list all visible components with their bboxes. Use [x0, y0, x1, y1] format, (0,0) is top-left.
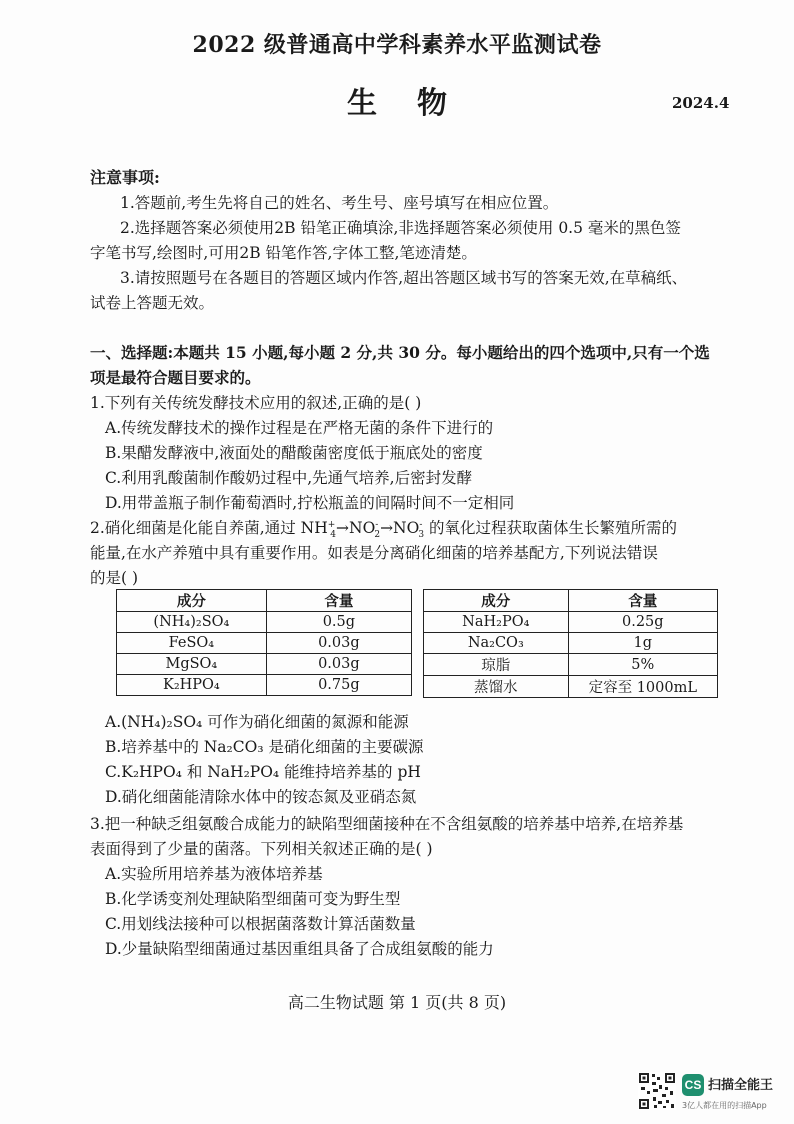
q3-option-c: C.用划线法接种可以根据菌落数计算活菌数量 — [105, 915, 416, 933]
table-row — [117, 633, 412, 654]
recipe-table-right — [423, 589, 718, 698]
table-header-component: 成分 — [117, 590, 267, 612]
component-name: NaH₂PO₄ — [424, 612, 569, 633]
notice-item-1: 1.答题前,考生先将自己的姓名、考生号、座号填写在相应位置。 — [120, 194, 559, 212]
component-name: Na₂CO₃ — [424, 633, 569, 654]
component-name: 琼脂 — [424, 654, 569, 676]
table-header-component: 成分 — [424, 590, 569, 612]
component-name: 蒸馏水 — [424, 676, 569, 698]
camscanner-logo: CS — [682, 1074, 704, 1096]
q2-stem-line1: 2.硝化细菌是化能自养菌,通过 $NH^+_4\to NO^-_2\to NO^-_3$ 的氧化过程获取菌体生长繁殖所需的 — [90, 519, 678, 541]
q1-option-d: D.用带盖瓶子制作葡萄酒时,拧松瓶盖的间隔时间不一定相同 — [105, 494, 515, 512]
subject-title: 生物 — [347, 86, 487, 121]
q1-option-c: C.利用乳酸菌制作酸奶过程中,先通气培养,后密封发酵 — [105, 469, 473, 487]
component-name: FeSO₄ — [117, 633, 267, 654]
section-heading-cont: 项是最符合题目要求的。 — [90, 368, 261, 387]
table-header-amount: 含量 — [266, 590, 411, 612]
component-amount: 0.03g — [266, 633, 411, 654]
table-header-amount: 含量 — [568, 590, 717, 612]
table-row — [424, 654, 718, 676]
page-footer: 高二生物试题 第 1 页(共 8 页) — [287, 993, 507, 1012]
component-amount: 0.75g — [266, 675, 411, 696]
q3-stem-line2: 表面得到了少量的菌落。下列相关叙述正确的是( ) — [90, 840, 433, 858]
q1-option-a: A.传统发酵技术的操作过程是在严格无菌的条件下进行的 — [105, 419, 494, 437]
exam-date: 2024.4 — [672, 94, 730, 112]
exam-title: 2022 级普通高中学科素养水平监测试卷 — [192, 32, 602, 58]
q1-option-b: B.果醋发酵液中,液面处的醋酸菌密度低于瓶底处的密度 — [105, 444, 483, 462]
q1-stem: 1.下列有关传统发酵技术应用的叙述,正确的是( ) — [90, 394, 422, 412]
component-amount: 0.03g — [266, 654, 411, 675]
q2-option-b: B.培养基中的 Na₂CO₃ 是硝化细菌的主要碳源 — [105, 738, 424, 756]
notice-item-3-cont: 试卷上答题无效。 — [90, 294, 215, 312]
notice-heading: 注意事项: — [90, 168, 160, 187]
component-amount: 0.5g — [266, 612, 411, 633]
camscanner-tagline: 3亿人都在用的扫描App — [682, 1101, 767, 1110]
table-header-row — [117, 590, 412, 612]
component-amount: 1g — [568, 633, 717, 654]
table-row — [117, 612, 412, 633]
q3-option-b: B.化学诱变剂处理缺陷型细菌可变为野生型 — [105, 890, 401, 908]
table-row — [117, 654, 412, 675]
table-row — [424, 676, 718, 698]
component-amount: 5% — [568, 654, 717, 676]
qr-code-icon — [638, 1072, 676, 1110]
q3-option-a: A.实验所用培养基为液体培养基 — [105, 865, 323, 883]
q3-option-d: D.少量缺陷型细菌通过基因重组具备了合成组氨酸的能力 — [105, 940, 494, 958]
component-amount: 定容至 1000mL — [568, 676, 717, 698]
table-row — [424, 612, 718, 633]
q2-stem-line2: 能量,在水产养殖中具有重要作用。如表是分离硝化细菌的培养基配方,下列说法错误 — [90, 544, 658, 562]
table-header-row — [424, 590, 718, 612]
recipe-table-left — [116, 589, 412, 696]
table-row — [424, 633, 718, 654]
notice-item-3: 3.请按照题号在各题目的答题区域内作答,超出答题区域书写的答案无效,在草稿纸、 — [120, 269, 688, 287]
section-heading: 一、选择题:本题共 15 小题,每小题 2 分,共 30 分。每小题给出的四个选项中,只有一个选 — [90, 343, 710, 362]
component-name: MgSO₄ — [117, 654, 267, 675]
camscanner-name: 扫描全能王 — [708, 1078, 774, 1093]
component-name: K₂HPO₄ — [117, 675, 267, 696]
notice-item-2: 2.选择题答案必须使用2B 铅笔正确填涂,非选择题答案必须使用 0.5 毫米的黑色签 — [120, 219, 681, 237]
q2-stem-line3: 的是( ) — [90, 569, 139, 587]
notice-item-2-cont: 字笔书写,绘图时,可用2B 铅笔作答,字体工整,笔迹清楚。 — [90, 244, 477, 262]
q2-option-d: D.硝化细菌能清除水体中的铵态氮及亚硝态氮 — [105, 788, 417, 806]
q2-option-a: A.(NH₄)₂SO₄ 可作为硝化细菌的氮源和能源 — [105, 713, 409, 731]
table-row — [117, 675, 412, 696]
q2-option-c: C.K₂HPO₄ 和 NaH₂PO₄ 能维持培养基的 pH — [105, 763, 421, 781]
component-name: (NH₄)₂SO₄ — [117, 612, 267, 633]
q3-stem-line1: 3.把一种缺乏组氨酸合成能力的缺陷型细菌接种在不含组氨酸的培养基中培养,在培养基 — [90, 815, 684, 833]
component-amount: 0.25g — [568, 612, 717, 633]
